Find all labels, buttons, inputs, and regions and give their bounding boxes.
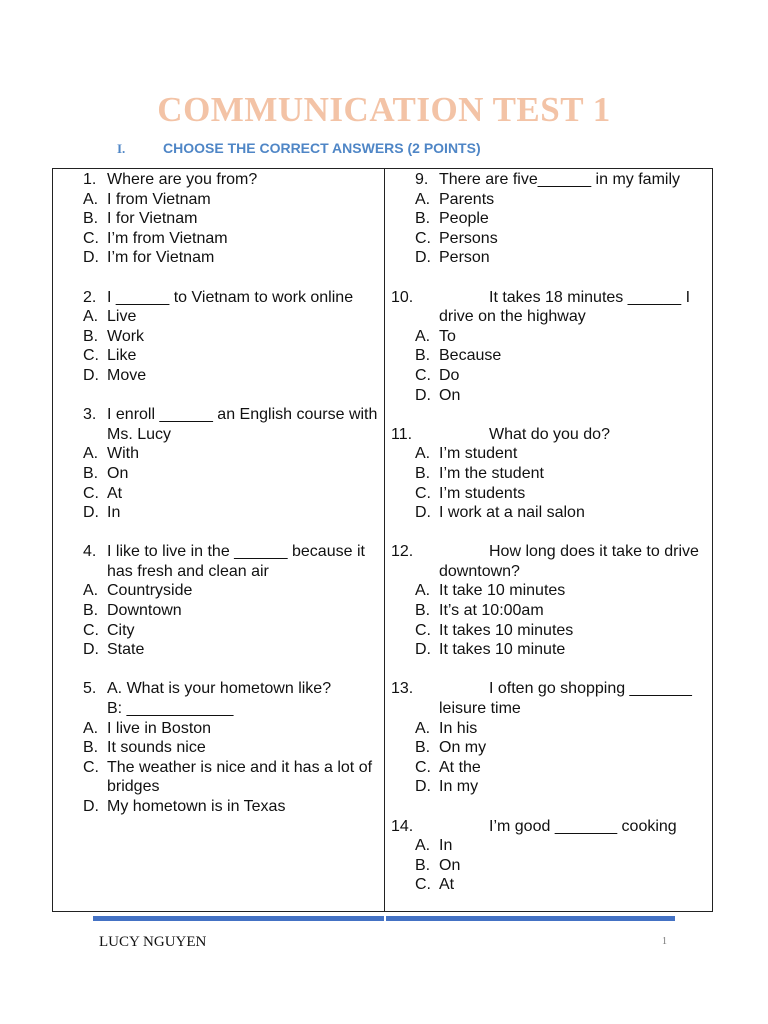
option-text: Because [439, 347, 502, 365]
question-number: 3. [83, 406, 97, 424]
question-block [83, 679, 381, 816]
question-block [83, 542, 381, 660]
option-text: At [439, 876, 455, 894]
option-text: Person [439, 249, 490, 267]
answer-option[interactable] [415, 484, 711, 504]
option-text: I’m the student [439, 464, 544, 482]
option-text: It sounds nice [107, 739, 206, 757]
option-text: On [439, 386, 461, 404]
option-text: At [107, 484, 123, 502]
answer-option[interactable] [415, 503, 711, 523]
answer-option[interactable] [415, 346, 711, 366]
option-letter: C. [83, 484, 99, 502]
option-letter: B. [83, 327, 99, 345]
answer-option[interactable] [83, 484, 381, 504]
answer-option[interactable] [415, 366, 711, 386]
question-stem [391, 817, 711, 837]
question-number: 5. [83, 680, 97, 698]
option-text: City [107, 621, 135, 639]
answer-option[interactable] [83, 307, 381, 327]
option-text: Do [439, 366, 460, 384]
option-letter: A. [415, 190, 431, 208]
section-heading-text: CHOOSE THE CORRECT ANSWERS (2 POINTS) [163, 140, 481, 156]
option-letter: D. [415, 386, 431, 404]
option-text: Persons [439, 229, 498, 247]
option-letter: A. [83, 445, 99, 463]
option-text: I for Vietnam [107, 210, 198, 228]
question-number: 13. [391, 680, 414, 698]
option-text: The weather is nice and it has a lot of bridges [107, 758, 377, 796]
option-letter: B. [83, 210, 99, 228]
question-stem [391, 288, 711, 327]
document-title: COMMUNICATION TEST 1 [157, 90, 611, 129]
option-text: I’m from Vietnam [107, 229, 228, 247]
answer-option[interactable] [415, 464, 711, 484]
option-text: Like [107, 347, 137, 365]
answer-option[interactable] [415, 601, 711, 621]
option-text: With [107, 445, 139, 463]
option-text: I’m for Vietnam [107, 249, 215, 267]
option-letter: D. [415, 504, 431, 522]
answer-option[interactable] [83, 640, 381, 660]
question-text: I enroll ______ an English course with Ms. Lucy [107, 406, 382, 443]
option-letter: B. [415, 210, 431, 228]
option-letter: D. [415, 249, 431, 267]
option-letter: C. [83, 229, 99, 247]
question-stem [83, 679, 381, 718]
answer-option[interactable] [83, 758, 381, 797]
option-letter: A. [415, 719, 431, 737]
question-block [391, 288, 711, 406]
option-letter: D. [415, 778, 431, 796]
page-number: 1 [662, 936, 667, 947]
option-letter: B. [415, 347, 431, 365]
footer-author: LUCY NGUYEN [99, 934, 207, 950]
answer-option[interactable] [415, 640, 711, 660]
answer-option[interactable] [83, 464, 381, 484]
answer-option[interactable] [415, 621, 711, 641]
option-letter: D. [83, 641, 99, 659]
option-letter: D. [83, 366, 99, 384]
option-letter: B. [83, 464, 99, 482]
answer-option[interactable] [415, 738, 711, 758]
option-text: It take 10 minutes [439, 582, 566, 600]
answer-option[interactable] [415, 444, 711, 464]
option-letter: D. [415, 641, 431, 659]
option-text: Move [107, 366, 147, 384]
option-text: Downtown [107, 602, 182, 620]
answer-option[interactable] [83, 581, 381, 601]
answer-option[interactable] [83, 444, 381, 464]
option-text: I’m student [439, 445, 518, 463]
option-letter: C. [415, 876, 431, 894]
section-heading [117, 140, 481, 157]
answer-option[interactable] [415, 836, 711, 856]
question-stem [391, 542, 711, 581]
answer-option[interactable] [83, 601, 381, 621]
option-text: It takes 10 minute [439, 641, 566, 659]
option-text: I live in Boston [107, 719, 212, 737]
answer-option[interactable] [415, 209, 711, 229]
option-text: I’m students [439, 484, 526, 502]
answer-option[interactable] [415, 875, 711, 895]
option-text: In [107, 504, 121, 522]
question-number: 9. [415, 171, 429, 188]
option-letter: C. [415, 758, 431, 776]
question-text: I like to live in the ______ because it has fresh and clean air [107, 543, 370, 580]
question-block [83, 405, 381, 523]
question-stem [83, 288, 381, 308]
option-letter: D. [83, 249, 99, 267]
option-text: On my [439, 739, 487, 757]
option-letter: C. [83, 758, 99, 776]
option-letter: A. [415, 837, 431, 855]
question-stem [415, 170, 711, 190]
question-number: 1. [83, 171, 97, 188]
answer-option[interactable] [415, 581, 711, 601]
option-text: People [439, 210, 489, 228]
option-letter: A. [83, 308, 99, 326]
option-text: Countryside [107, 582, 193, 600]
option-letter: B. [415, 464, 431, 482]
option-letter: D. [83, 504, 99, 522]
question-stem [83, 542, 381, 581]
column-divider [384, 169, 385, 911]
answer-option[interactable] [83, 229, 381, 249]
option-letter: A. [83, 719, 99, 737]
question-block [415, 170, 711, 268]
question-number: 14. [391, 817, 414, 835]
option-letter: B. [415, 856, 431, 874]
option-letter: C. [415, 229, 431, 247]
answer-option[interactable] [415, 229, 711, 249]
question-number: 11. [391, 425, 413, 443]
option-letter: C. [83, 347, 99, 365]
answer-option[interactable] [415, 386, 711, 406]
option-letter: A. [415, 445, 431, 463]
question-text: How long does it take to drive downtown? [439, 543, 704, 580]
question-text: Where are you from? [107, 171, 258, 188]
answer-option[interactable] [83, 621, 381, 641]
question-block [391, 679, 711, 797]
option-letter: C. [415, 484, 431, 502]
option-text: I from Vietnam [107, 190, 211, 208]
footer-rule [93, 916, 675, 921]
question-number: 12. [391, 543, 414, 561]
answer-option[interactable] [83, 248, 381, 268]
answer-option[interactable] [83, 366, 381, 386]
question-block [391, 542, 711, 660]
right-column [391, 170, 711, 915]
option-text: I work at a nail salon [439, 504, 585, 522]
option-letter: B. [83, 602, 99, 620]
answer-option[interactable] [415, 777, 711, 797]
answer-option[interactable] [83, 738, 381, 758]
option-letter: D. [83, 798, 99, 815]
option-text: It takes 10 minutes [439, 621, 574, 639]
answer-option[interactable] [415, 190, 711, 210]
questions-table [52, 168, 713, 912]
question-stem [83, 405, 381, 444]
answer-option[interactable] [415, 327, 711, 347]
question-block [391, 817, 711, 895]
option-text: State [107, 641, 145, 659]
option-text: At the [439, 758, 481, 776]
question-stem [391, 425, 711, 445]
question-stem [83, 170, 381, 190]
answer-option[interactable] [415, 248, 711, 268]
answer-option[interactable] [83, 797, 381, 817]
option-text: Work [107, 327, 145, 345]
answer-option[interactable] [415, 758, 711, 778]
option-text: It’s at 10:00am [439, 602, 544, 620]
option-text: On [107, 464, 129, 482]
question-block [83, 170, 381, 268]
section-number: I. [117, 141, 126, 156]
answer-option[interactable] [83, 503, 381, 523]
option-text: Parents [439, 190, 495, 208]
option-letter: C. [83, 621, 99, 639]
question-stem [391, 679, 711, 718]
option-letter: B. [83, 739, 99, 757]
question-text: I’m good _______ cooking [489, 817, 677, 835]
answer-option[interactable] [83, 327, 381, 347]
option-text: To [439, 327, 456, 345]
option-letter: A. [415, 327, 431, 345]
option-letter: A. [83, 190, 99, 208]
option-letter: A. [415, 582, 431, 600]
question-number: 2. [83, 288, 97, 306]
left-column [83, 170, 381, 836]
answer-option[interactable] [415, 856, 711, 876]
question-text: There are five______ in my family [439, 171, 680, 188]
question-text: A. What is your hometown like? B: ____________ [107, 680, 332, 718]
answer-option[interactable] [83, 719, 381, 739]
option-text: My hometown is in Texas [107, 798, 286, 815]
option-letter: C. [415, 366, 431, 384]
question-block [391, 425, 711, 523]
question-text: What do you do? [489, 425, 610, 443]
question-block [83, 288, 381, 386]
question-text: I ______ to Vietnam to work online [107, 288, 354, 306]
option-text: In [439, 837, 453, 855]
answer-option[interactable] [83, 190, 381, 210]
option-letter: B. [415, 739, 431, 757]
question-text: It takes 18 minutes ______ I drive on the highway [439, 288, 695, 326]
question-text: I often go shopping _______ leisure time [439, 680, 697, 718]
option-text: In his [439, 719, 478, 737]
option-letter: B. [415, 602, 431, 620]
question-number: 10. [391, 288, 414, 306]
answer-option[interactable] [415, 719, 711, 739]
option-letter: C. [415, 621, 431, 639]
option-text: In my [439, 778, 479, 796]
option-letter: A. [83, 582, 99, 600]
option-text: Live [107, 308, 137, 326]
question-number: 4. [83, 543, 97, 561]
option-text: On [439, 856, 461, 874]
answer-option[interactable] [83, 346, 381, 366]
answer-option[interactable] [83, 209, 381, 229]
